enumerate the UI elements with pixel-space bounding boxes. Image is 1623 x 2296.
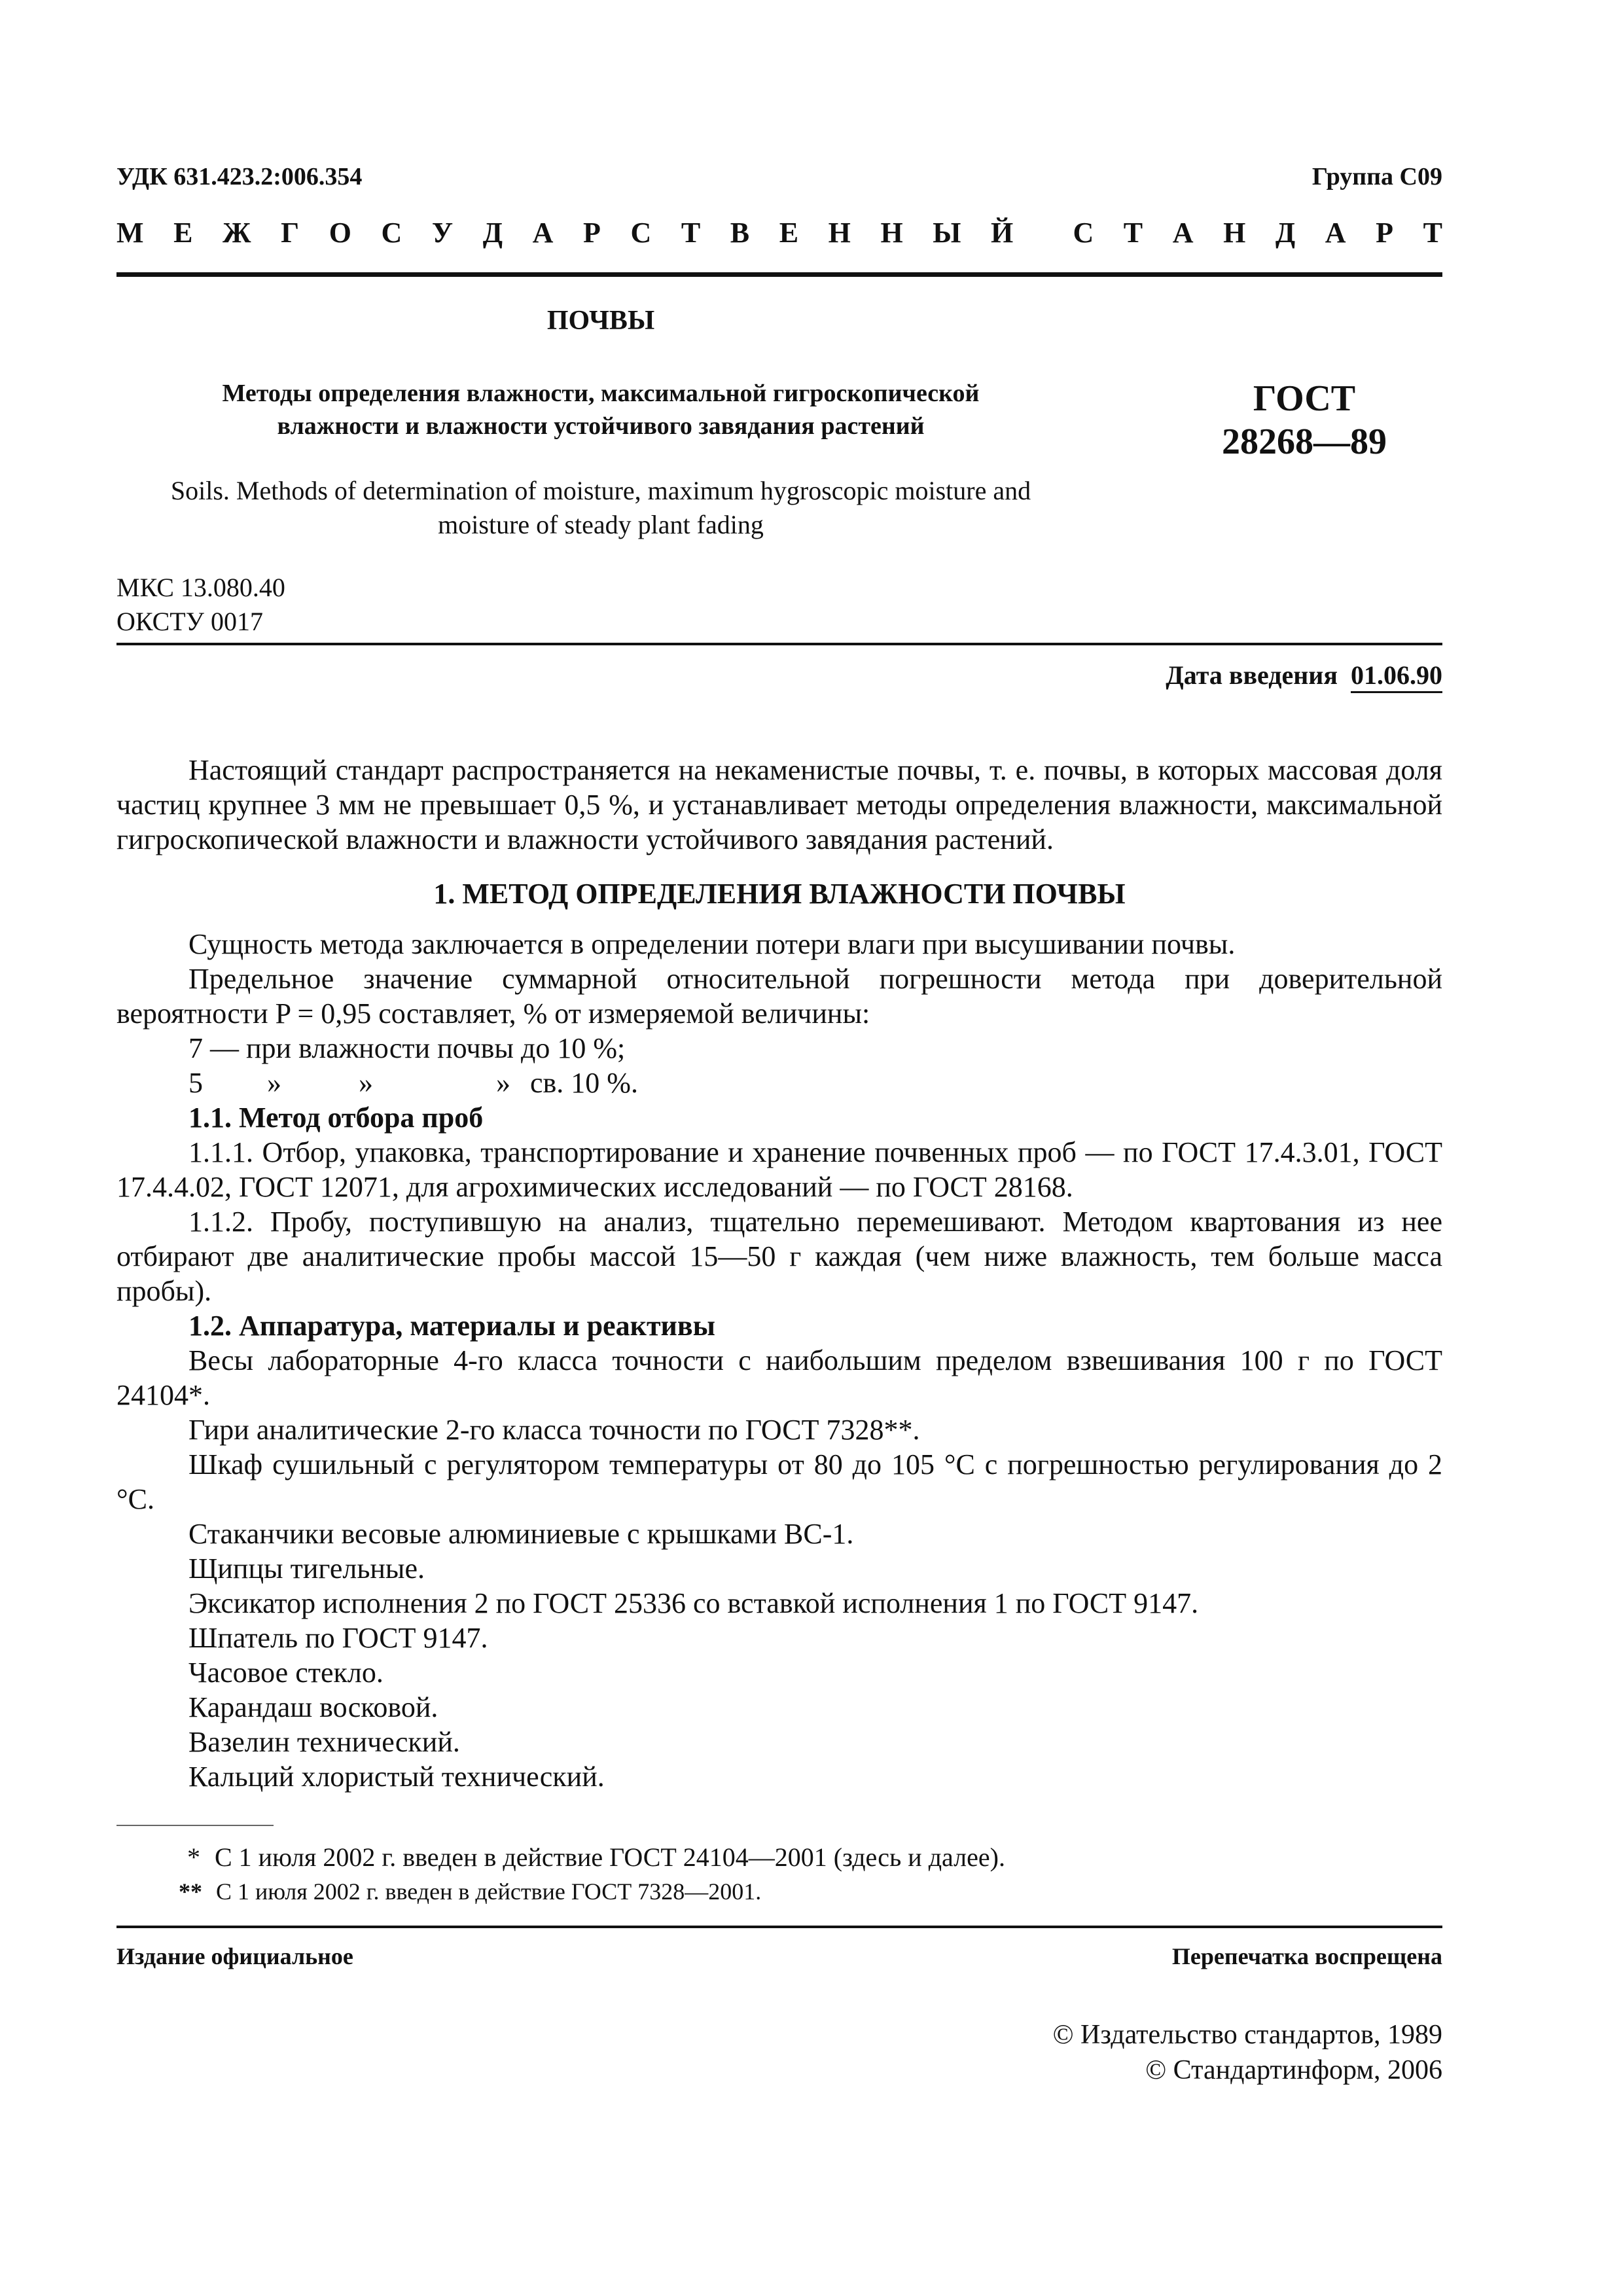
banner-letter: Д (1275, 217, 1296, 249)
copyright-line: © Издательство стандартов, 1989 (1052, 2020, 1442, 2050)
header-rule (116, 272, 1442, 277)
list-item: Щипцы тигельные. (188, 1552, 425, 1585)
equipment-list (116, 1343, 1442, 1794)
introduction-date (1166, 660, 1442, 691)
document-body (116, 753, 1442, 1794)
footnotes (116, 1840, 1005, 1909)
footnote-text: С 1 июля 2002 г. введен в действие ГОСТ 7328—2001. (216, 1878, 762, 1905)
banner-letter: Т (681, 217, 701, 249)
document-subtitle (116, 377, 1085, 442)
document-title: ПОЧВЫ (546, 306, 655, 336)
interstate-standard-banner (116, 216, 1442, 249)
banner-letter: Т (1423, 217, 1442, 249)
list-item: Гири аналитические 2-го класса точности по ГОСТ 7328**. (188, 1414, 920, 1446)
ditto-number: 5 (188, 1067, 203, 1099)
banner-letter: Н (828, 217, 851, 249)
gost-number: 28268—89 (1222, 422, 1387, 462)
footnote-separator (116, 1825, 274, 1826)
ditto-mark: » (496, 1067, 510, 1099)
banner-letter: Д (482, 217, 503, 249)
banner-letter: Р (1376, 217, 1394, 249)
subsection-heading: 1.2. Аппаратура, материалы и реактивы (188, 1310, 716, 1342)
paragraph: Сущность метода заключается в определении потери влаги при высушивании почвы. (188, 928, 1236, 960)
list-item: Шпатель по ГОСТ 9147. (188, 1622, 488, 1654)
banner-letter: Е (779, 217, 799, 249)
subsection-heading: 1.1. Метод отбора проб (188, 1102, 484, 1134)
english-title-line: moisture of steady plant fading (438, 510, 764, 539)
gost-designation (1164, 377, 1445, 463)
list-item: Стаканчики весовые алюминиевые с крышками ВС-1. (188, 1518, 854, 1550)
list-item: Шкаф сушильный с регулятором температуры от 80 до 105 °С с погрешностью регулирования до 2 °С. (116, 1448, 1442, 1515)
classification-rule (116, 643, 1442, 645)
gost-label: ГОСТ (1253, 378, 1356, 419)
paragraph: 1.1.1. Отбор, упаковка, транспортирование и хранение почвенных проб — по ГОСТ 17.4.3.01, ГОСТ 17.4.4.02, ГОСТ 12071, для агрохимических исследований — по ГОСТ 28168. (116, 1136, 1442, 1203)
banner-letter: М (116, 217, 144, 249)
section-heading: 1. МЕТОД ОПРЕДЕЛЕНИЯ ВЛАЖНОСТИ ПОЧВЫ (433, 878, 1126, 910)
paragraph: 1.1.2. Пробу, поступившую на анализ, тщательно перемешивают. Методом квартования из нее отбирают две аналитические пробы массой 15—50 г каждая (чем ниже влажность, тем больше масса пробы). (116, 1206, 1442, 1307)
footnote-text: С 1 июля 2002 г. введен в действие ГОСТ 24104—2001 (здесь и далее). (215, 1842, 1005, 1872)
banner-letter: Й (991, 217, 1014, 249)
banner-letter: А (1325, 217, 1346, 249)
footer-row (116, 1943, 1442, 1970)
classification-codes (116, 571, 285, 639)
list-item: Эксикатор исполнения 2 по ГОСТ 25336 со вставкой исполнения 1 по ГОСТ 9147. (188, 1587, 1199, 1619)
banner-letter: Е (173, 217, 193, 249)
footer-rule (116, 1926, 1442, 1928)
banner-letter: Т (1123, 217, 1143, 249)
introduction-date-value: 01.06.90 (1351, 660, 1442, 693)
banner-letter: С (381, 217, 402, 249)
banner-letter: О (329, 217, 351, 249)
list-item: Весы лабораторные 4-го класса точности с наибольшим пределом взвешивания 100 г по ГОСТ 24104*. (116, 1344, 1442, 1411)
ditto-line (116, 1066, 1442, 1100)
intro-paragraph: Настоящий стандарт распространяется на некаменистые почвы, т. е. почвы, в которых массовая доля частиц крупнее 3 мм не превышает 0,5 %, и устанавливает методы определения влажности, максимальной гигроскопической влажности и влажности устойчивого завядания растений. (116, 754, 1442, 855)
ditto-mark: » (267, 1067, 281, 1099)
paragraph: 7 — при влажности почвы до 10 %; (188, 1032, 626, 1064)
banner-letter: С (1073, 217, 1094, 249)
banner-letter: Н (880, 217, 903, 249)
mks-code: МКС 13.080.40 (116, 573, 285, 602)
banner-letter: В (730, 217, 750, 249)
introduction-date-label: Дата введения (1166, 660, 1338, 690)
banner-letter: Ж (223, 217, 251, 249)
ditto-mark: » (359, 1067, 373, 1099)
ditto-tail: св. 10 %. (530, 1067, 638, 1099)
banner-letter: Г (281, 217, 300, 249)
official-edition: Издание официальное (116, 1943, 353, 1969)
udc-code: УДК 631.423.2:006.354 (116, 163, 363, 190)
header-row (116, 162, 1442, 191)
reprint-notice: Перепечатка воспрещена (1171, 1943, 1442, 1969)
copyright-block (1053, 2017, 1442, 2088)
list-item: Карандаш восковой. (188, 1691, 438, 1723)
footnote-mark: ** (179, 1878, 202, 1905)
subtitle-line: Методы определения влажности, максимальной гигроскопической (222, 380, 980, 407)
banner-letter: Ы (933, 217, 961, 249)
english-title (116, 474, 1085, 542)
footnote-mark: * (187, 1842, 200, 1872)
footnote-2 (116, 1874, 1005, 1909)
list-item: Вазелин технический. (188, 1726, 460, 1758)
banner-letter: У (431, 217, 454, 249)
banner-letter: Н (1223, 217, 1246, 249)
paragraph: Предельное значение суммарной относительной погрешности метода при доверительной вероятности P = 0,95 составляет, % от измеряемой величины: (116, 963, 1442, 1030)
group-code: Группа С09 (1311, 163, 1442, 190)
document-page (116, 0, 1442, 2296)
banner-letter: А (1172, 217, 1194, 249)
banner-letter: С (630, 217, 652, 249)
list-item: Часовое стекло. (188, 1657, 383, 1689)
subtitle-line: влажности и влажности устойчивого завядания растений (277, 412, 925, 440)
english-title-line: Soils. Methods of determination of moisture, maximum hygroscopic moisture and (170, 476, 1031, 505)
list-item: Кальций хлористый технический. (188, 1761, 605, 1793)
banner-letter: Р (582, 217, 601, 249)
copyright-line: © Стандартинформ, 2006 (1145, 2055, 1442, 2085)
okstu-code: ОКСТУ 0017 (116, 607, 264, 636)
banner-letter: А (532, 217, 554, 249)
footnote-1 (116, 1840, 1005, 1874)
